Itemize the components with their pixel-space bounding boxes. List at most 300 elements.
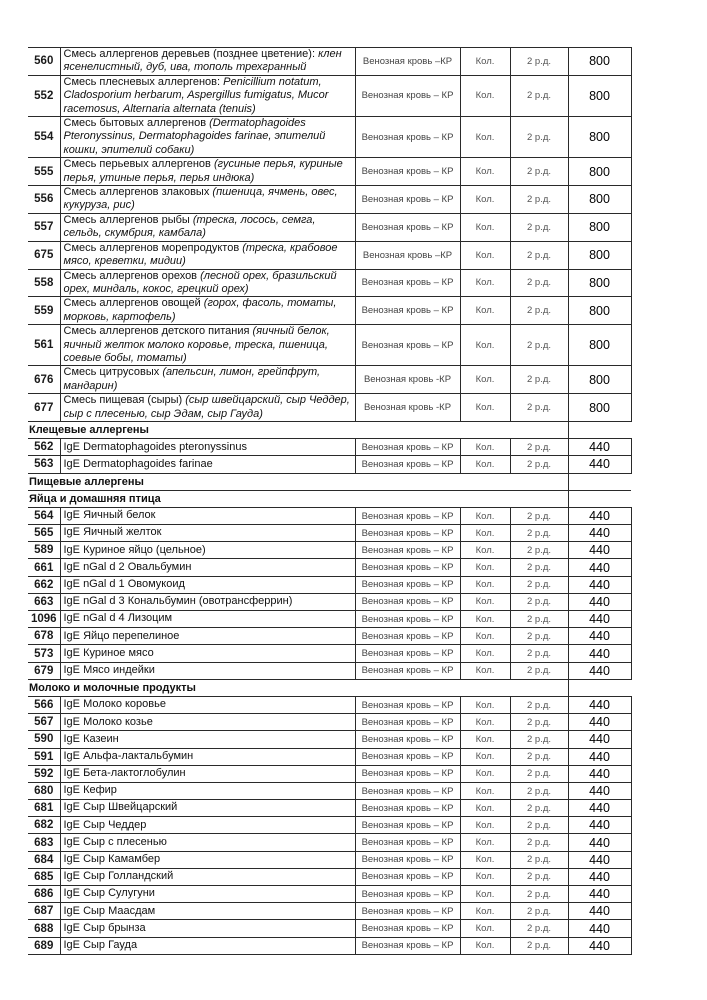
test-title: Смесь пищевая (сыры) (63, 394, 183, 407)
result-unit: Кол. (460, 611, 510, 628)
turnaround-time: 2 р.д. (510, 394, 568, 422)
table-row (28, 800, 631, 817)
test-name (60, 366, 355, 394)
test-title: Смесь плесневых аллергенов: (63, 75, 221, 88)
table-row (28, 903, 631, 920)
result-unit: Кол. (460, 366, 510, 394)
price: 440 (568, 559, 631, 576)
sample-type: Венозная кровь – КР (355, 297, 460, 325)
turnaround-time: 2 р.д. (510, 748, 568, 765)
turnaround-time: 2 р.д. (510, 297, 568, 325)
test-name: IgE Сыр Гауда (60, 937, 355, 954)
turnaround-time: 2 р.д. (510, 937, 568, 954)
test-name (60, 158, 355, 186)
test-name: IgE Dermatophagoides pteronyssinus (60, 439, 355, 456)
test-detail: (лесной орех, бразильский орех, миндаль, кокос, грецкий орех) (63, 269, 337, 295)
turnaround-time: 2 р.д. (510, 834, 568, 851)
price: 440 (568, 765, 631, 782)
test-name: IgE Яичный желток (60, 525, 355, 542)
price: 440 (568, 439, 631, 456)
sample-type: Венозная кровь – КР (355, 920, 460, 937)
turnaround-time: 2 р.д. (510, 731, 568, 748)
test-detail: (горох, фасоль, томаты, морковь, картофель) (63, 297, 337, 323)
result-unit: Кол. (460, 394, 510, 422)
table-row (28, 937, 631, 954)
price: 800 (568, 241, 631, 269)
table-row (28, 213, 631, 241)
test-code: 686 (28, 886, 60, 903)
section-header-row (28, 490, 631, 507)
turnaround-time: 2 р.д. (510, 439, 568, 456)
turnaround-time: 2 р.д. (510, 559, 568, 576)
sample-type: Венозная кровь -КР (355, 394, 460, 422)
section-price-spacer (568, 473, 631, 490)
price: 440 (568, 903, 631, 920)
table-row (28, 269, 631, 297)
price: 440 (568, 851, 631, 868)
test-code: 681 (28, 800, 60, 817)
turnaround-time: 2 р.д. (510, 507, 568, 524)
turnaround-time: 2 р.д. (510, 903, 568, 920)
table-row (28, 628, 631, 645)
result-unit: Кол. (460, 748, 510, 765)
result-unit: Кол. (460, 269, 510, 297)
test-code: 684 (28, 851, 60, 868)
table-row (28, 868, 631, 885)
test-title: Смесь аллергенов злаковых (63, 186, 210, 199)
test-detail: клен ясенелистный, дуб, ива, тополь трехгранный (63, 48, 342, 74)
sample-type: Венозная кровь – КР (355, 765, 460, 782)
result-unit: Кол. (460, 325, 510, 366)
sample-type: Венозная кровь – КР (355, 213, 460, 241)
result-unit: Кол. (460, 937, 510, 954)
test-title: Смесь аллергенов овощей (63, 297, 201, 310)
turnaround-time: 2 р.д. (510, 817, 568, 834)
test-code: 563 (28, 456, 60, 473)
price: 440 (568, 782, 631, 799)
sample-type: Венозная кровь – КР (355, 817, 460, 834)
turnaround-time: 2 р.д. (510, 186, 568, 214)
sample-type: Венозная кровь –КР (355, 48, 460, 76)
price-table-body (28, 48, 631, 422)
price: 800 (568, 117, 631, 158)
result-unit: Кол. (460, 297, 510, 325)
price: 440 (568, 525, 631, 542)
result-unit: Кол. (460, 782, 510, 799)
table-row (28, 394, 631, 422)
table-row (28, 297, 631, 325)
test-code: 687 (28, 903, 60, 920)
test-code: 561 (28, 325, 60, 366)
test-name: IgE Сыр с плесенью (60, 834, 355, 851)
table-row (28, 325, 631, 366)
result-unit: Кол. (460, 158, 510, 186)
price: 800 (568, 75, 631, 116)
test-detail: (гусиные перья, куриные перья, утиные перья, перья индюка) (63, 158, 343, 184)
table-row (28, 886, 631, 903)
test-code: 573 (28, 645, 60, 662)
price: 440 (568, 456, 631, 473)
test-name: IgE Мясо индейки (60, 662, 355, 679)
test-code: 683 (28, 834, 60, 851)
test-code: 685 (28, 868, 60, 885)
test-name: IgE Куриное яйцо (цельное) (60, 542, 355, 559)
test-code: 678 (28, 628, 60, 645)
table-row (28, 525, 631, 542)
turnaround-time: 2 р.д. (510, 241, 568, 269)
test-name: IgE Сыр Маасдам (60, 903, 355, 920)
turnaround-time: 2 р.д. (510, 48, 568, 76)
turnaround-time: 2 р.д. (510, 456, 568, 473)
sample-type: Венозная кровь – КР (355, 525, 460, 542)
test-title: Смесь аллергенов морепродуктов (63, 241, 240, 254)
sample-type: Венозная кровь – КР (355, 507, 460, 524)
table-row (28, 834, 631, 851)
test-detail: (Dermatophagoides Pteronyssinus, Dermatophagoides farinae, эпителий кошки, эпителий собаки) (63, 117, 326, 156)
sample-type: Венозная кровь – КР (355, 748, 460, 765)
price: 440 (568, 662, 631, 679)
table-row (28, 920, 631, 937)
test-code: 567 (28, 714, 60, 731)
test-title: Смесь бытовых аллергенов (63, 117, 207, 130)
table-row (28, 186, 631, 214)
result-unit: Кол. (460, 628, 510, 645)
sample-type: Венозная кровь – КР (355, 662, 460, 679)
test-name: IgE Молоко козье (60, 714, 355, 731)
sample-type: Венозная кровь – КР (355, 611, 460, 628)
turnaround-time: 2 р.д. (510, 765, 568, 782)
test-name: IgE Dermatophagoides farinae (60, 456, 355, 473)
test-code: 562 (28, 439, 60, 456)
test-code: 555 (28, 158, 60, 186)
test-code: 589 (28, 542, 60, 559)
table-row (28, 456, 631, 473)
result-unit: Кол. (460, 48, 510, 76)
test-code: 564 (28, 507, 60, 524)
test-code: 663 (28, 593, 60, 610)
price: 440 (568, 576, 631, 593)
turnaround-time: 2 р.д. (510, 868, 568, 885)
result-unit: Кол. (460, 213, 510, 241)
price: 440 (568, 542, 631, 559)
section-title: Клещевые аллергены (28, 421, 568, 438)
table-row (28, 542, 631, 559)
test-name: IgE nGal d 4 Лизоцим (60, 611, 355, 628)
sample-type: Венозная кровь – КР (355, 158, 460, 186)
turnaround-time: 2 р.д. (510, 782, 568, 799)
price: 440 (568, 748, 631, 765)
result-unit: Кол. (460, 439, 510, 456)
test-name: IgE Куриное мясо (60, 645, 355, 662)
sample-type: Венозная кровь – КР (355, 117, 460, 158)
turnaround-time: 2 р.д. (510, 628, 568, 645)
section-header-row (28, 679, 631, 696)
table-row (28, 765, 631, 782)
test-code: 688 (28, 920, 60, 937)
turnaround-time: 2 р.д. (510, 662, 568, 679)
price: 440 (568, 817, 631, 834)
table-row (28, 48, 631, 76)
price-list-sheet (28, 47, 631, 955)
sample-type: Венозная кровь – КР (355, 542, 460, 559)
price: 440 (568, 611, 631, 628)
sample-type: Венозная кровь – КР (355, 559, 460, 576)
test-name (60, 394, 355, 422)
price: 440 (568, 920, 631, 937)
test-name: IgE Яичный белок (60, 507, 355, 524)
test-name: IgE Сыр Швейцарский (60, 800, 355, 817)
result-unit: Кол. (460, 456, 510, 473)
test-code: 676 (28, 366, 60, 394)
table-row (28, 241, 631, 269)
sample-type: Венозная кровь – КР (355, 851, 460, 868)
result-unit: Кол. (460, 886, 510, 903)
test-detail: (треска, лосось, семга, сельдь, скумбрия, камбала) (63, 213, 316, 240)
table-row (28, 75, 631, 116)
test-code: 677 (28, 394, 60, 422)
result-unit: Кол. (460, 241, 510, 269)
sample-type: Венозная кровь – КР (355, 937, 460, 954)
test-code: 682 (28, 817, 60, 834)
test-code: 566 (28, 696, 60, 713)
price-table (28, 47, 632, 955)
price: 800 (568, 297, 631, 325)
test-name: IgE nGal d 2 Овальбумин (60, 559, 355, 576)
section-price-spacer (568, 490, 631, 507)
test-name (60, 241, 355, 269)
sample-type: Венозная кровь –КР (355, 241, 460, 269)
test-detail: (пшеница, ячмень, овес, кукуруза, рис) (63, 186, 338, 212)
test-title: Смесь аллергенов орехов (63, 269, 198, 282)
result-unit: Кол. (460, 117, 510, 158)
sample-type: Венозная кровь – КР (355, 593, 460, 610)
table-row (28, 851, 631, 868)
sections-body (28, 421, 631, 954)
table-row (28, 576, 631, 593)
test-code: 556 (28, 186, 60, 214)
turnaround-time: 2 р.д. (510, 366, 568, 394)
result-unit: Кол. (460, 559, 510, 576)
result-unit: Кол. (460, 714, 510, 731)
result-unit: Кол. (460, 576, 510, 593)
test-code: 590 (28, 731, 60, 748)
test-name (60, 297, 355, 325)
test-code: 661 (28, 559, 60, 576)
sample-type: Венозная кровь – КР (355, 731, 460, 748)
test-title: Смесь цитрусовых (63, 366, 160, 379)
turnaround-time: 2 р.д. (510, 213, 568, 241)
price: 440 (568, 868, 631, 885)
result-unit: Кол. (460, 662, 510, 679)
test-detail: (апельсин, лимон, грейпфрут, мандарин) (63, 366, 321, 392)
table-row (28, 817, 631, 834)
test-code: 675 (28, 241, 60, 269)
result-unit: Кол. (460, 507, 510, 524)
result-unit: Кол. (460, 731, 510, 748)
result-unit: Кол. (460, 868, 510, 885)
turnaround-time: 2 р.д. (510, 714, 568, 731)
sample-type: Венозная кровь – КР (355, 714, 460, 731)
turnaround-time: 2 р.д. (510, 920, 568, 937)
result-unit: Кол. (460, 800, 510, 817)
test-code: 679 (28, 662, 60, 679)
test-name (60, 269, 355, 297)
price: 440 (568, 645, 631, 662)
test-name (60, 186, 355, 214)
test-code: 662 (28, 576, 60, 593)
test-name: IgE nGal d 3 Кональбумин (овотрансферрин) (60, 593, 355, 610)
turnaround-time: 2 р.д. (510, 158, 568, 186)
turnaround-time: 2 р.д. (510, 611, 568, 628)
test-name (60, 48, 355, 76)
test-title: Смесь аллергенов рыбы (63, 213, 190, 226)
test-name (60, 213, 355, 241)
section-title: Пищевые аллергены (28, 473, 568, 490)
test-code: 1096 (28, 611, 60, 628)
result-unit: Кол. (460, 542, 510, 559)
sample-type: Венозная кровь – КР (355, 75, 460, 116)
turnaround-time: 2 р.д. (510, 269, 568, 297)
sample-type: Венозная кровь – КР (355, 456, 460, 473)
sample-type: Венозная кровь – КР (355, 269, 460, 297)
price: 440 (568, 628, 631, 645)
turnaround-time: 2 р.д. (510, 75, 568, 116)
test-name: IgE Сыр Камамбер (60, 851, 355, 868)
price: 440 (568, 937, 631, 954)
sample-type: Венозная кровь – КР (355, 645, 460, 662)
table-row (28, 117, 631, 158)
table-row (28, 714, 631, 731)
section-header-row (28, 473, 631, 490)
table-row (28, 593, 631, 610)
sample-type: Венозная кровь – КР (355, 696, 460, 713)
sample-type: Венозная кровь – КР (355, 903, 460, 920)
turnaround-time: 2 р.д. (510, 542, 568, 559)
table-row (28, 696, 631, 713)
turnaround-time: 2 р.д. (510, 645, 568, 662)
test-name (60, 75, 355, 116)
table-row (28, 782, 631, 799)
table-row (28, 748, 631, 765)
price: 440 (568, 696, 631, 713)
table-row (28, 611, 631, 628)
section-title: Яйца и домашняя птица (28, 490, 568, 507)
turnaround-time: 2 р.д. (510, 525, 568, 542)
test-detail: (сыр швейцарский, сыр Чеддер, сыр с плесенью, сыр Эдам, сыр Гауда) (63, 394, 350, 420)
test-code: 557 (28, 213, 60, 241)
turnaround-time: 2 р.д. (510, 117, 568, 158)
price: 440 (568, 714, 631, 731)
turnaround-time: 2 р.д. (510, 325, 568, 366)
table-row (28, 439, 631, 456)
result-unit: Кол. (460, 903, 510, 920)
test-name: IgE Бета-лактоглобулин (60, 765, 355, 782)
sample-type: Венозная кровь – КР (355, 868, 460, 885)
test-title: Смесь аллергенов детского питания (63, 325, 250, 338)
price: 800 (568, 366, 631, 394)
price: 800 (568, 213, 631, 241)
test-code: 680 (28, 782, 60, 799)
turnaround-time: 2 р.д. (510, 696, 568, 713)
price: 440 (568, 593, 631, 610)
sample-type: Венозная кровь – КР (355, 439, 460, 456)
table-row (28, 645, 631, 662)
result-unit: Кол. (460, 525, 510, 542)
test-name: IgE nGal d 1 Овомукоид (60, 576, 355, 593)
turnaround-time: 2 р.д. (510, 593, 568, 610)
price: 440 (568, 800, 631, 817)
price: 800 (568, 158, 631, 186)
price: 440 (568, 731, 631, 748)
result-unit: Кол. (460, 817, 510, 834)
price: 800 (568, 269, 631, 297)
turnaround-time: 2 р.д. (510, 886, 568, 903)
test-name: IgE Яйцо перепелиное (60, 628, 355, 645)
test-code: 689 (28, 937, 60, 954)
table-row (28, 731, 631, 748)
sample-type: Венозная кровь -КР (355, 366, 460, 394)
test-code: 554 (28, 117, 60, 158)
test-detail: Penicillium notatum, Cladosporium herbarum, Aspergillus fumigatus, Mucor racemosus, Alternaria alternata (tenuis) (63, 75, 329, 115)
result-unit: Кол. (460, 696, 510, 713)
test-code: 591 (28, 748, 60, 765)
test-name: IgE Сыр Сулугуни (60, 886, 355, 903)
test-name: IgE Сыр Голландский (60, 868, 355, 885)
test-code: 565 (28, 525, 60, 542)
section-title: Молоко и молочные продукты (28, 679, 568, 696)
price: 800 (568, 394, 631, 422)
sample-type: Венозная кровь – КР (355, 576, 460, 593)
test-name: IgE Молоко коровье (60, 696, 355, 713)
test-code: 560 (28, 48, 60, 76)
test-code: 559 (28, 297, 60, 325)
test-name: IgE Казеин (60, 731, 355, 748)
price: 440 (568, 507, 631, 524)
sample-type: Венозная кровь – КР (355, 782, 460, 799)
section-price-spacer (568, 679, 631, 696)
test-code: 558 (28, 269, 60, 297)
result-unit: Кол. (460, 75, 510, 116)
sample-type: Венозная кровь – КР (355, 628, 460, 645)
table-row (28, 158, 631, 186)
result-unit: Кол. (460, 834, 510, 851)
turnaround-time: 2 р.д. (510, 800, 568, 817)
table-row (28, 507, 631, 524)
test-detail: (яичный белок, яичный желток молоко коровье, треска, пшеница, соевые бобы, томаты) (63, 325, 330, 364)
result-unit: Кол. (460, 765, 510, 782)
sample-type: Венозная кровь – КР (355, 886, 460, 903)
result-unit: Кол. (460, 645, 510, 662)
result-unit: Кол. (460, 851, 510, 868)
test-code: 552 (28, 75, 60, 116)
turnaround-time: 2 р.д. (510, 851, 568, 868)
test-title: Смесь аллергенов деревьев (позднее цветение): (63, 48, 316, 60)
test-name: IgE Сыр Чеддер (60, 817, 355, 834)
price: 800 (568, 186, 631, 214)
table-row (28, 366, 631, 394)
result-unit: Кол. (460, 186, 510, 214)
sample-type: Венозная кровь – КР (355, 834, 460, 851)
test-code: 592 (28, 765, 60, 782)
table-row (28, 662, 631, 679)
section-header-row (28, 421, 631, 438)
table-row (28, 559, 631, 576)
test-name: IgE Альфа-лактальбумин (60, 748, 355, 765)
test-title: Смесь перьевых аллергенов (63, 158, 211, 171)
price: 440 (568, 834, 631, 851)
result-unit: Кол. (460, 593, 510, 610)
section-price-spacer (568, 421, 631, 438)
